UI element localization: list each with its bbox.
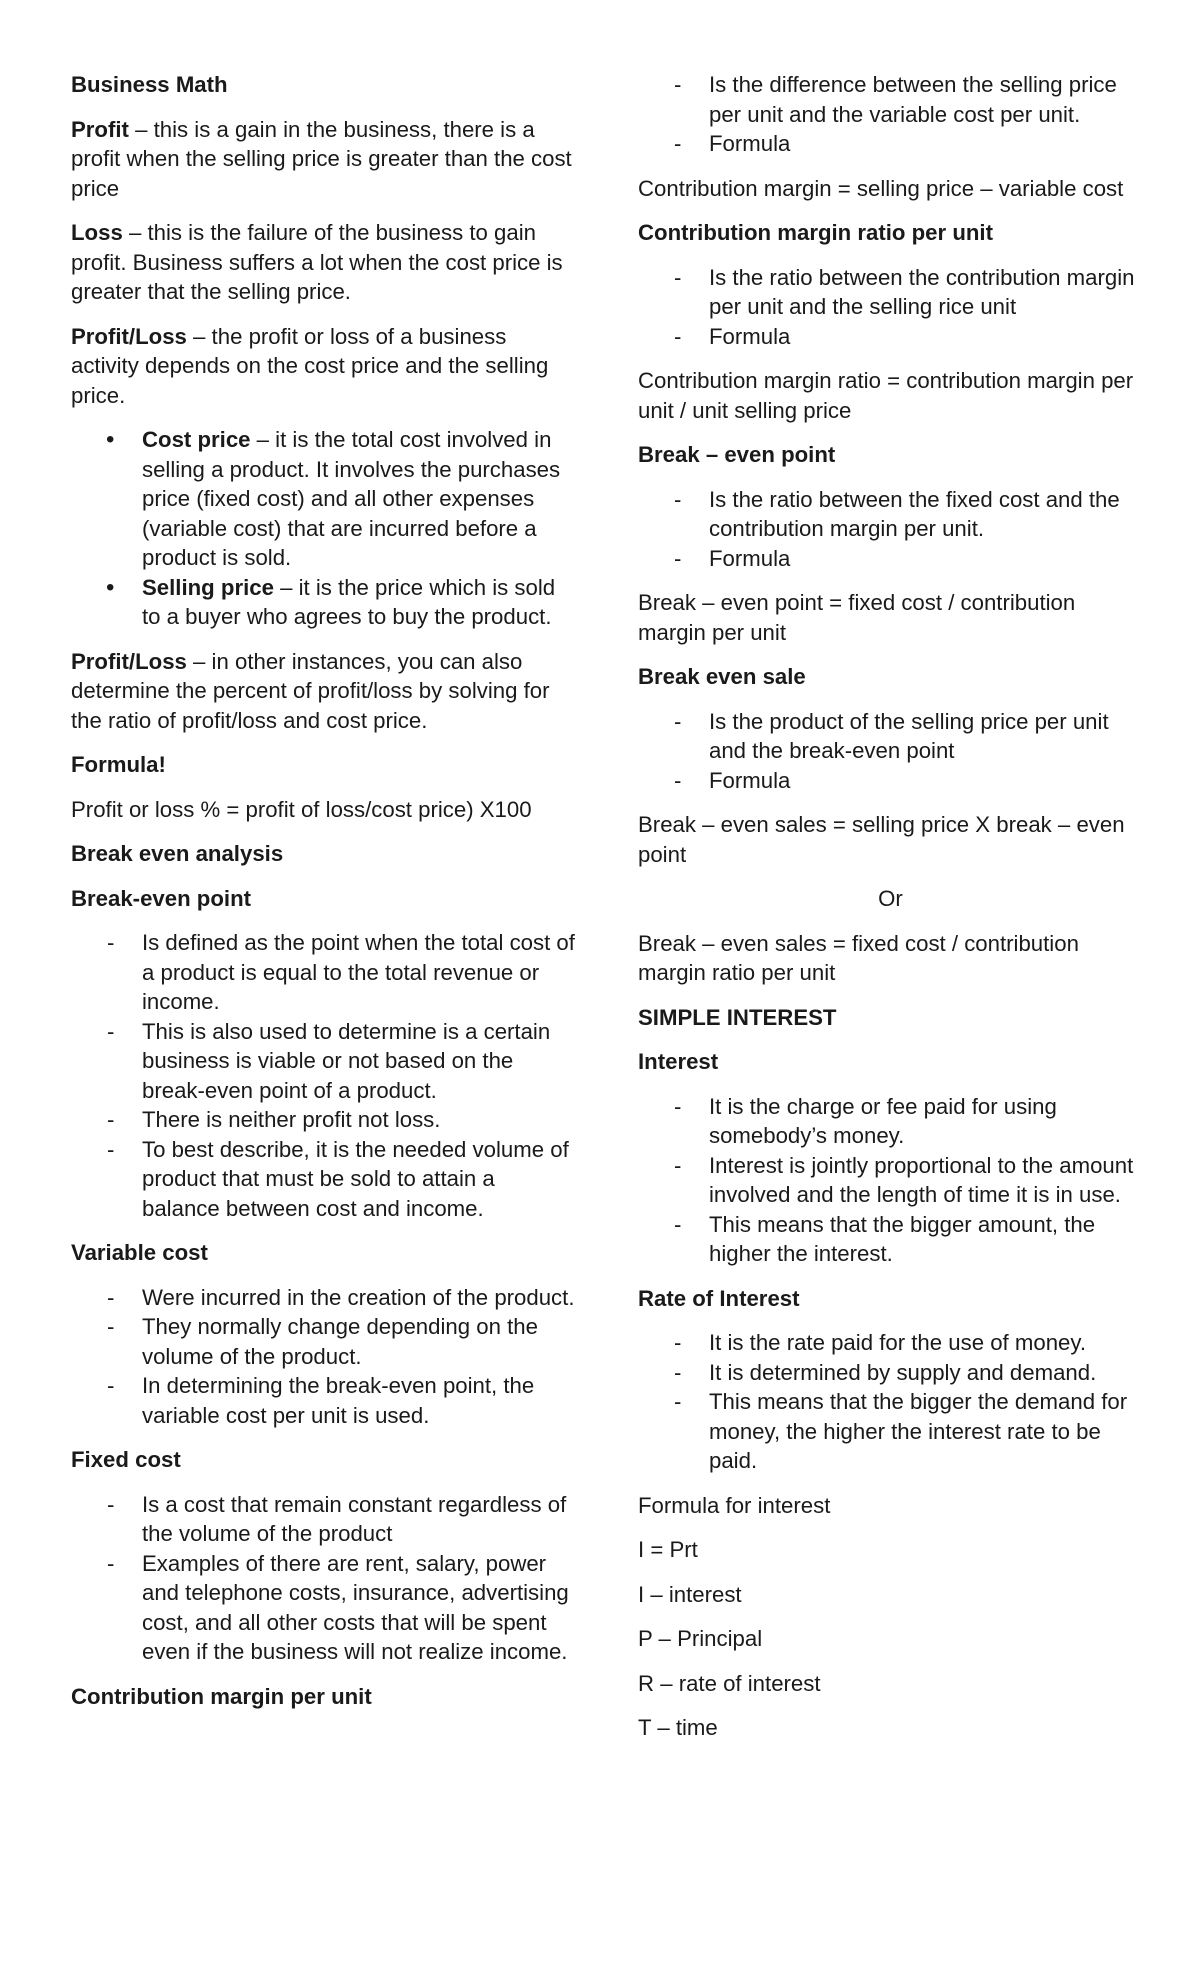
term: Loss — [71, 220, 123, 245]
definition: – this is a gain in the business, there is a profit when the selling price is greater than the cost price — [71, 116, 572, 201]
definition: – in other instances, you can also determine the percent of profit/loss by solving for the ratio of profit/loss and cost price. — [71, 648, 550, 733]
section-heading: Break – even point — [638, 442, 836, 467]
list-item: - They normally change depending on the volume of the product. — [71, 1312, 576, 1371]
interest-formula: I = Prt — [638, 1537, 698, 1562]
variable-definition: I – interest — [638, 1581, 742, 1607]
definition: – it is the total cost involved in selling a product. It involves the purchases price (fixed cost) and all other expenses (variable cost) that are incurred before a product is sold. — [142, 427, 561, 570]
profit-loss-definition — [71, 322, 576, 411]
section-heading: Interest — [638, 1049, 719, 1074]
profit-loss-percent-definition — [71, 647, 576, 736]
list-item — [71, 425, 576, 573]
section-heading: Rate of Interest — [638, 1285, 800, 1311]
list-item: - Is a cost that remain constant regardless of the volume of the product — [71, 1490, 576, 1549]
variable-cost-list — [71, 1283, 576, 1431]
list-item: - Formula — [638, 544, 1143, 574]
contribution-margin-formula: Contribution margin = selling price – variable cost — [638, 175, 1124, 201]
term: Profit — [71, 116, 129, 142]
list-item: - This means that the bigger the demand for money, the higher the interest rate to be paid. — [638, 1387, 1143, 1476]
list-item: - It is determined by supply and demand. — [638, 1358, 1143, 1388]
list-item: - Formula — [638, 766, 1143, 796]
list-item: - Is the product of the selling price per unit and the break-even point — [638, 707, 1143, 766]
list-item: - Is the ratio between the fixed cost and the contribution margin per unit. — [638, 485, 1143, 544]
profit-loss-formula: Profit or loss % = profit of loss/cost price) X100 — [71, 796, 532, 822]
list-item: - Were incurred in the creation of the product. — [71, 1283, 576, 1313]
break-even-sale-formula-1: Break – even sales = selling price X break – even point — [638, 812, 1125, 867]
definition: – the profit or loss of a business activity depends on the cost price and the selling price. — [71, 323, 549, 408]
section-heading: Break-even point — [71, 885, 252, 911]
price-bullet-list — [71, 425, 576, 632]
contribution-margin-list — [638, 70, 1143, 159]
or-separator: Or — [878, 886, 903, 911]
term: Cost price — [142, 427, 251, 452]
formula-heading: Formula! — [71, 752, 166, 777]
list-item: - This means that the bigger amount, the higher the interest. — [638, 1210, 1143, 1269]
cm-ratio-formula: Contribution margin ratio = contribution margin per unit / unit selling price — [638, 368, 1134, 423]
list-item: - Interest is jointly proportional to the amount involved and the length of time it is in use. — [638, 1151, 1143, 1210]
section-heading: Break even sale — [638, 664, 806, 689]
break-even-point-formula-list — [638, 485, 1143, 574]
list-item: - This is also used to determine is a certain business is viable or not based on the break-even point of a product. — [71, 1017, 576, 1106]
section-heading: Contribution margin ratio per unit — [638, 220, 993, 245]
section-heading: Break even analysis — [71, 841, 284, 866]
section-heading: SIMPLE INTEREST — [638, 1004, 837, 1030]
section-heading: Variable cost — [71, 1240, 208, 1265]
term: Profit/Loss — [71, 648, 187, 674]
section-heading: Fixed cost — [71, 1447, 181, 1472]
list-item: - Is the difference between the selling price per unit and the variable cost per unit. — [638, 70, 1143, 129]
list-item: - To best describe, it is the needed volume of product that must be sold to attain a balance between cost and income. — [71, 1135, 576, 1224]
formula-for-interest: Formula for interest — [638, 1492, 831, 1518]
interest-list — [638, 1092, 1143, 1269]
break-even-point-list — [71, 928, 576, 1223]
list-item: - It is the rate paid for the use of money. — [638, 1328, 1143, 1358]
break-even-point-formula: Break – even point = fixed cost / contribution margin per unit — [638, 590, 1076, 645]
variable-definition: P – Principal — [638, 1626, 763, 1651]
break-even-sale-list — [638, 707, 1143, 796]
profit-definition — [71, 115, 576, 204]
list-item: - Formula — [638, 322, 1143, 352]
left-column — [71, 70, 576, 1711]
list-item: - There is neither profit not loss. — [71, 1105, 576, 1135]
list-item: - Is the ratio between the contribution margin per unit and the selling rice unit — [638, 263, 1143, 322]
list-item: - It is the charge or fee paid for using somebody’s money. — [638, 1092, 1143, 1151]
rate-of-interest-list — [638, 1328, 1143, 1476]
list-item: - In determining the break-even point, the variable cost per unit is used. — [71, 1371, 576, 1430]
fixed-cost-list — [71, 1490, 576, 1667]
definition: – it is the price which is sold to a buyer who agrees to buy the product. — [142, 574, 556, 629]
term: Profit/Loss — [71, 323, 187, 349]
list-item: - Is defined as the point when the total cost of a product is equal to the total revenue or income. — [71, 928, 576, 1017]
cm-ratio-list — [638, 263, 1143, 352]
definition: – this is the failure of the business to gain profit. Business suffers a lot when the cost price is greater that the selling price. — [71, 220, 563, 304]
loss-definition — [71, 218, 576, 307]
variable-definition: R – rate of interest — [638, 1670, 821, 1696]
list-item — [71, 573, 576, 632]
list-item: - Formula — [638, 129, 1143, 159]
list-item: - Examples of there are rent, salary, power and telephone costs, insurance, advertising cost, and all other costs that will be spent even if the business will not realize income. — [71, 1549, 576, 1667]
break-even-sale-formula-2: Break – even sales = fixed cost / contribution margin ratio per unit — [638, 930, 1079, 985]
variable-definition: T – time — [638, 1715, 718, 1740]
term: Selling price — [142, 574, 274, 600]
right-column — [638, 70, 1143, 1743]
document-title: Business Math — [71, 72, 228, 97]
section-heading: Contribution margin per unit — [71, 1683, 372, 1709]
